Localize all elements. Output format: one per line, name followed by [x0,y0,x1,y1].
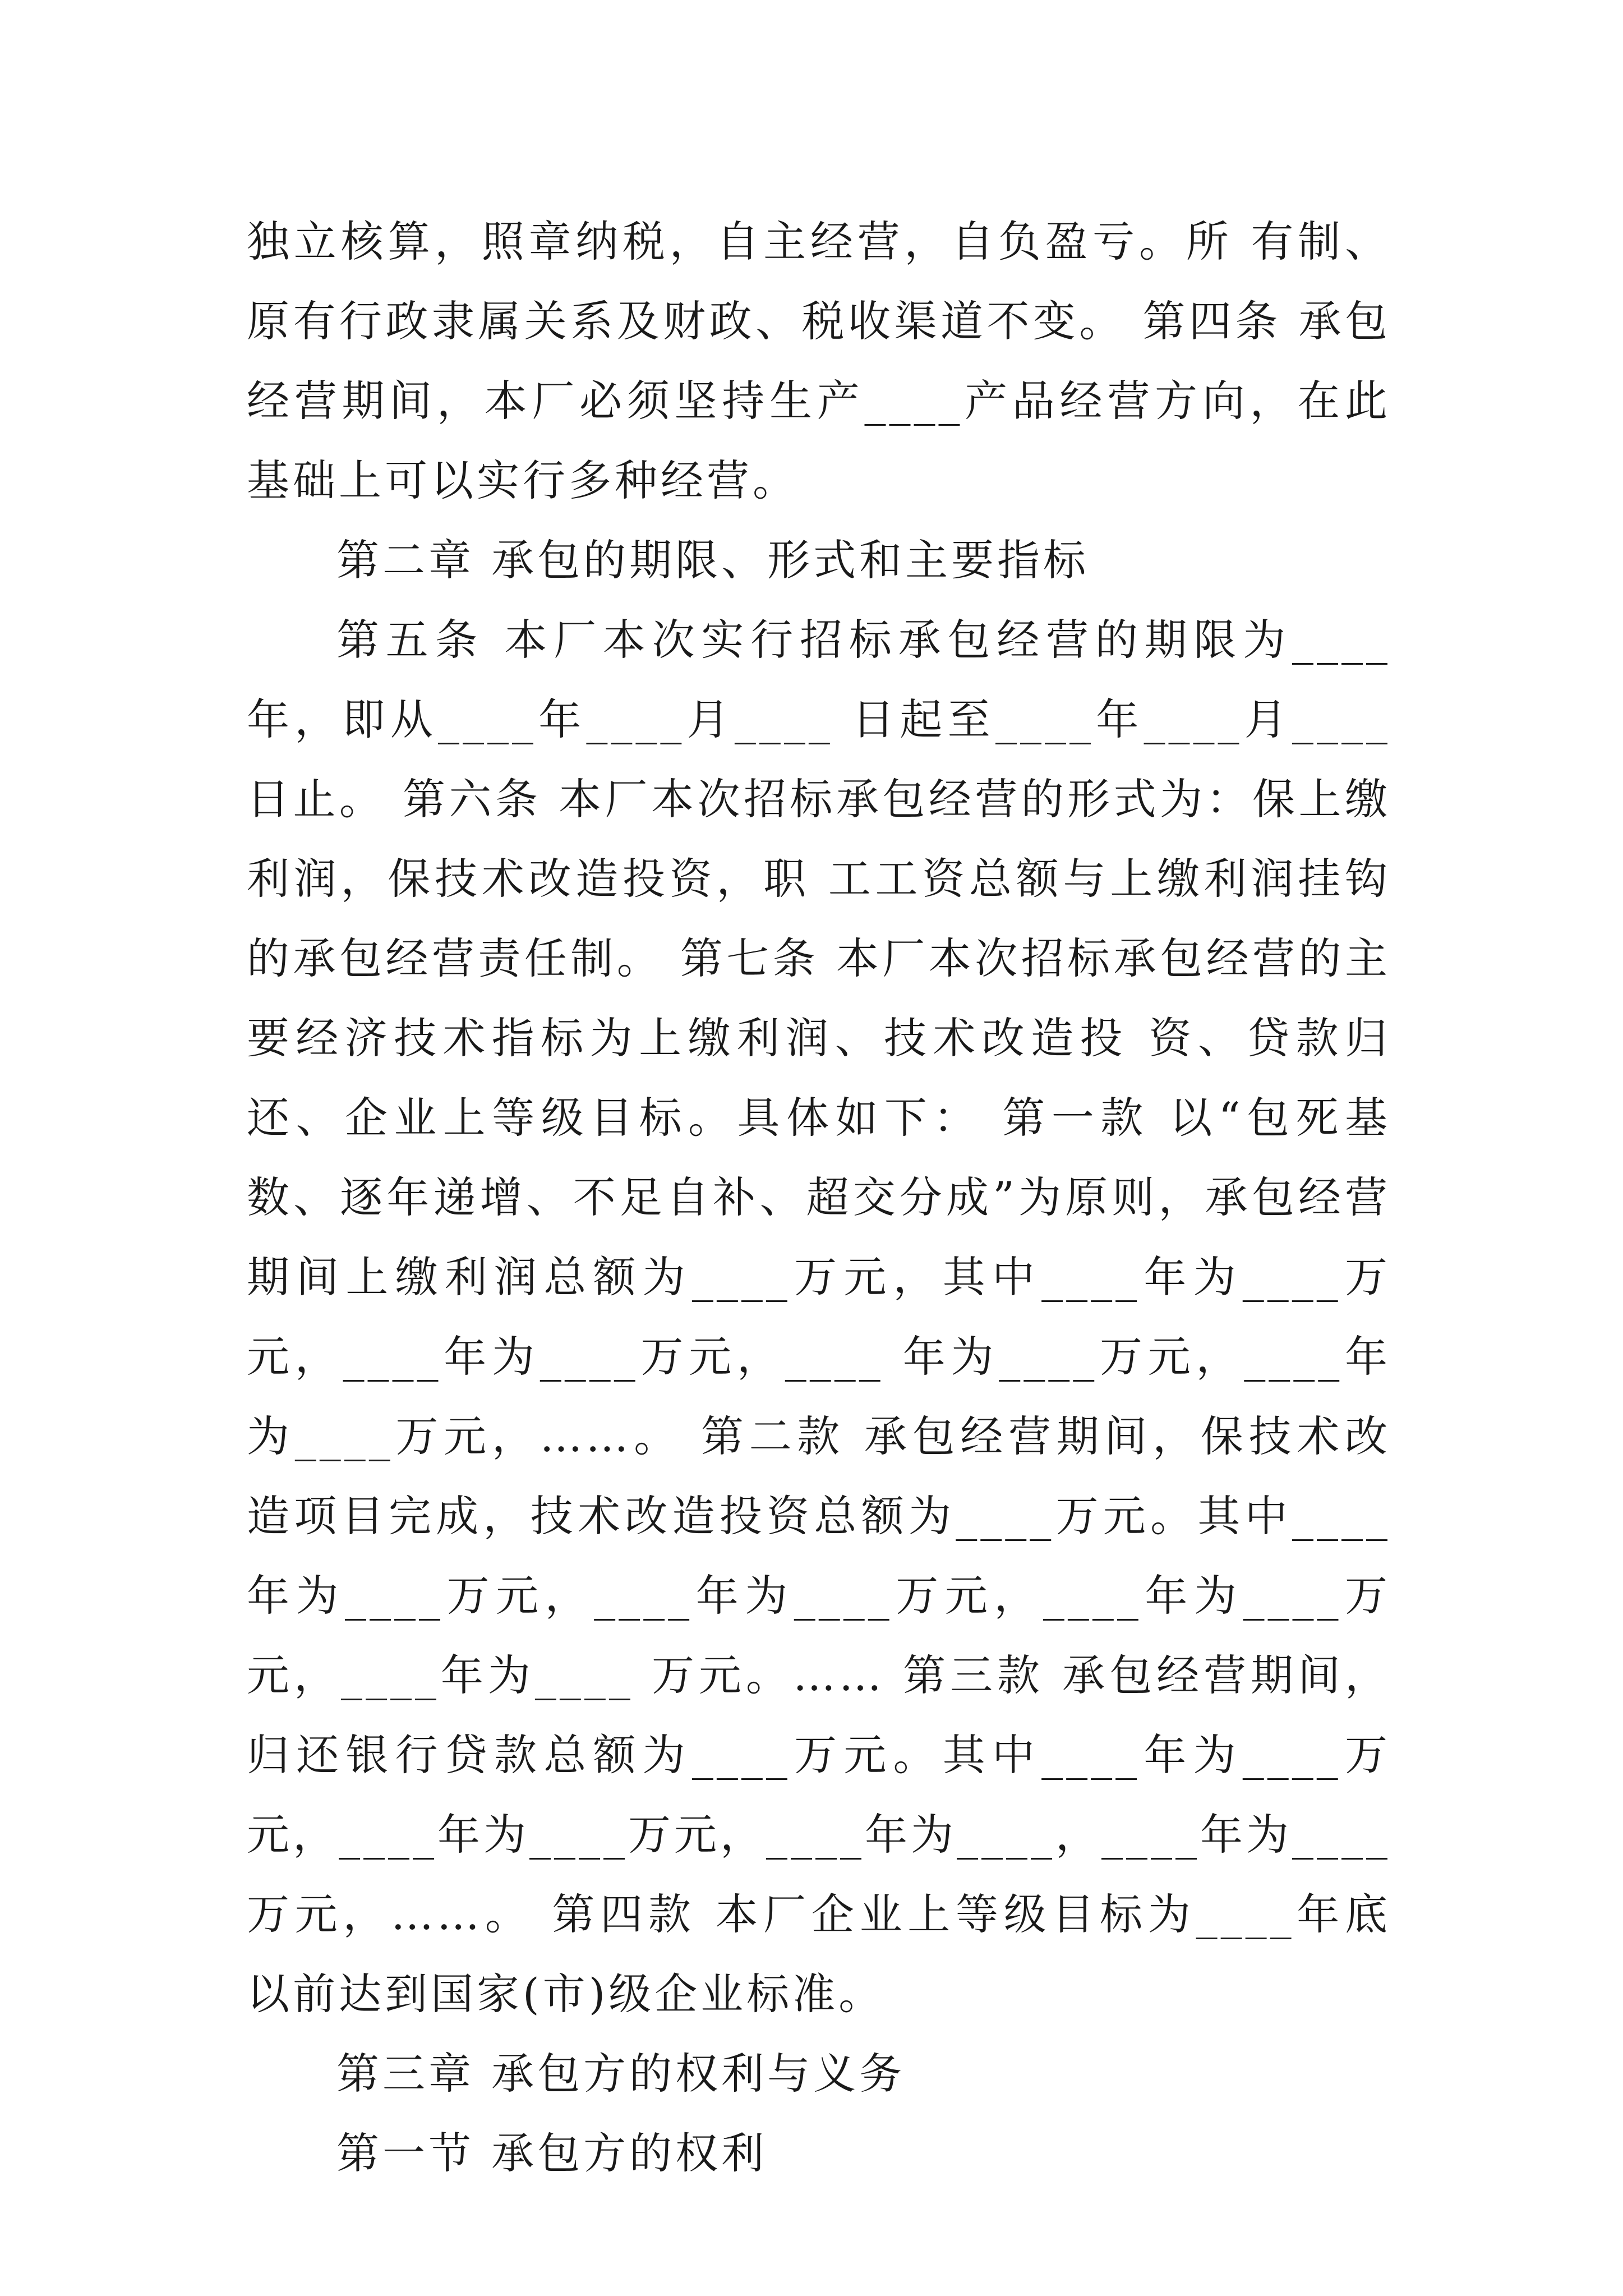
paragraph-article-5-7: 第五条 本厂本次实行招标承包经营的期限为____年，即从____年____月____ 日起至____年____月____日止。 第六条 本厂本次招标承包经营的形式为：保上缴利润，保技术改造投资，职 工工资总额与上缴利润挂钩的承包经营责任制。 第七条 本厂本次招标承包经营的主要经济技术指标为上缴利润、技术改造投 资、贷款归还、企业上等级目标。具体如下： 第一款 以“包死基数、逐年递增、不足自补、超交分成”为原则，承包经营 期间上缴利润总额为____万元，其中____年为____万元，____年为____万元，____ 年为____万元，____年为____万元，……。 第二款 承包经营期间，保技术改造项目完成，技术改造投资总额为____万元。其中____年为____万元，____年为____万元，____年为____万元，____年为____ 万元。…… 第三款 承包经营期间，归还银行贷款总额为____万元。其中____年为____万 元，____年为____万元，____年为____，____年为____万元，……。 第四款 本厂企业上等级目标为____年底以前达到国家(市)级企业标准。 [247,615,1391,2019]
contract-body [247,202,1391,2193]
section-1-heading: 第一节 承包方的权利 [336,2128,768,2178]
paragraph-article-4: 独立核算，照章纳税，自主经营，自负盈亏。所 有制、原有行政隶属关系及财政、税收渠道不变。 第四条 承包经营期间，本厂必须坚持生产____产品经营方向，在此基础上可以实行多种经营。 [247,217,1391,505]
chapter-2-heading: 第二章 承包的期限、形式和主要指标 [336,535,1090,585]
chapter-3-heading: 第三章 承包方的权利与义务 [336,2049,906,2099]
